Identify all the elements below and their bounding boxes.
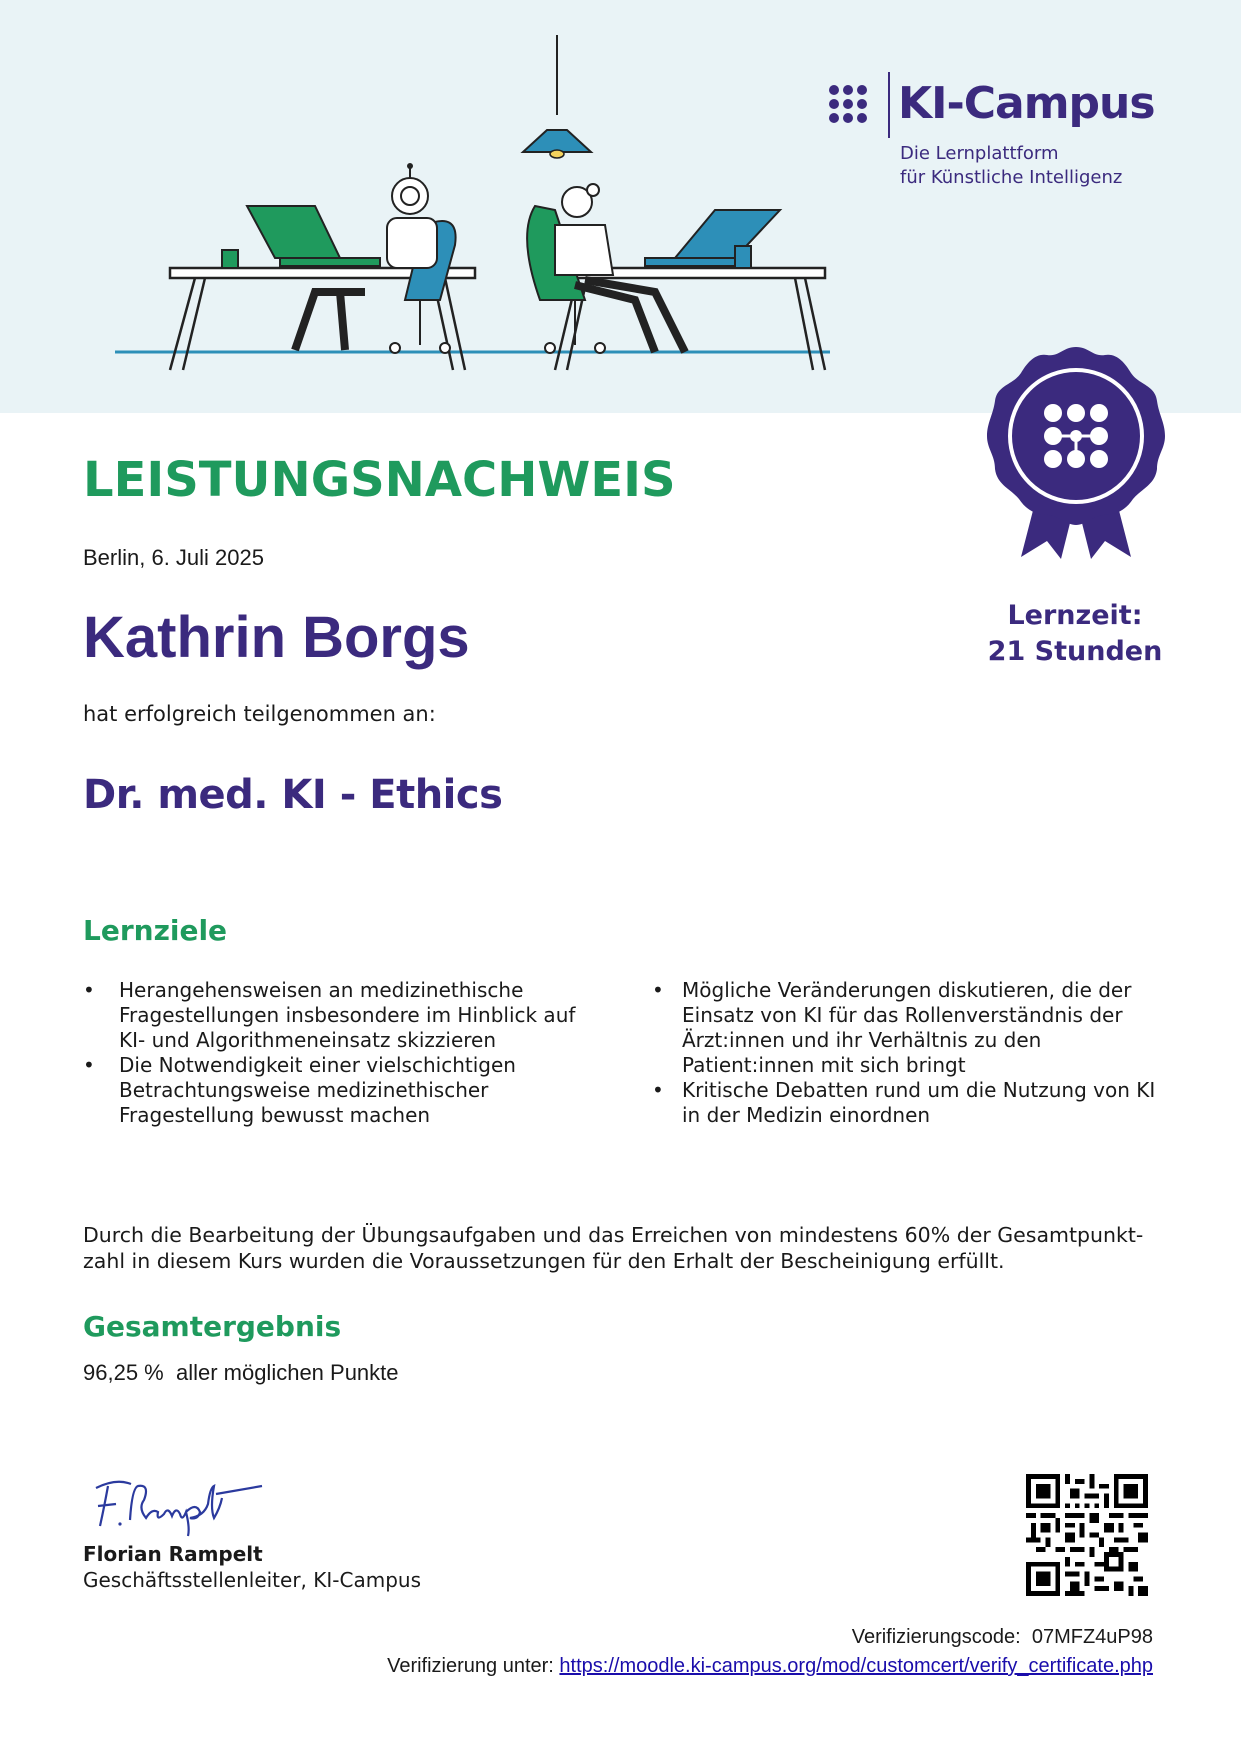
signatory-role: Geschäftsstellenleiter, KI-Campus: [83, 1568, 421, 1592]
learning-goals-heading: Lernziele: [83, 914, 228, 947]
signatory-name: Florian Rampelt: [83, 1542, 263, 1566]
learning-goal-item: • Herangehensweisen an medizinethische Fragestellungen insbesondere im Hinblick auf KI- und Algorithmeneinsatz skizzieren: [83, 978, 583, 1053]
participation-intro: hat erfolgreich teilgenommen an:: [83, 702, 436, 726]
learning-time: [960, 598, 1190, 670]
learning-time-label: Lernzeit:: [1007, 600, 1143, 631]
qr-code-icon[interactable]: [1026, 1474, 1148, 1596]
ki-campus-logo: [826, 66, 1166, 196]
verification-line: [387, 1655, 1153, 1678]
learning-goal-item: • Mögliche Veränderungen diskutieren, die der Einsatz von KI für das Rollenverständnis der Ärzt:innen und ihr Verhältnis zu den Patient:innen mit sich bringt: [652, 978, 1172, 1078]
verification-code: Verifizierungscode: 07MFZ4uP98: [851, 1626, 1153, 1648]
result-heading: Gesamtergebnis: [83, 1310, 342, 1343]
certificate-title: LEISTUNGSNACHWEIS: [83, 452, 676, 508]
office-illustration: [115, 30, 935, 375]
logo-subtitle-line2: für Künstliche Intelligenz: [900, 167, 1123, 188]
recipient-name: Kathrin Borgs: [83, 605, 470, 670]
verification-link[interactable]: https://moodle.ki-campus.org/mod/customcert/verify_certificate.php: [559, 1655, 1153, 1677]
learning-goals-left: [83, 978, 583, 1128]
ki-campus-seal-icon: [985, 345, 1167, 560]
requirements-text: Durch die Bearbeitung der Übungsaufgaben und das Erreichen von mindestens 60% der Gesamtpunkt-zahl in diesem Kurs wurden die Voraussetzungen für den Erhalt der Bescheinigung erfüllt.: [83, 1223, 1144, 1273]
learning-time-value: 21 Stunden: [987, 636, 1163, 667]
place-date: Berlin, 6. Juli 2025: [83, 545, 264, 570]
verification-label: Verifizierung unter:: [387, 1655, 560, 1677]
course-title: Dr. med. KI - Ethics: [83, 772, 503, 818]
logo-subtitle-line1: Die Lernplattform: [900, 143, 1059, 164]
logo-subtitle: [900, 142, 1122, 190]
learning-goals-right: [652, 978, 1172, 1128]
learning-goal-item: • Die Notwendigkeit einer vielschichtigen Betrachtungsweise medizinethischer Fragestellung bewusst machen: [83, 1053, 583, 1128]
logo-title: KI-Campus: [898, 78, 1155, 129]
signature-image: [86, 1468, 266, 1538]
learning-goal-item: • Kritische Debatten rund um die Nutzung von KI in der Medizin einordnen: [652, 1078, 1172, 1128]
ki-campus-dots-icon: [826, 82, 876, 132]
result-text: 96,25 % aller möglichen Punkte: [83, 1360, 399, 1385]
logo-divider: [888, 72, 890, 138]
